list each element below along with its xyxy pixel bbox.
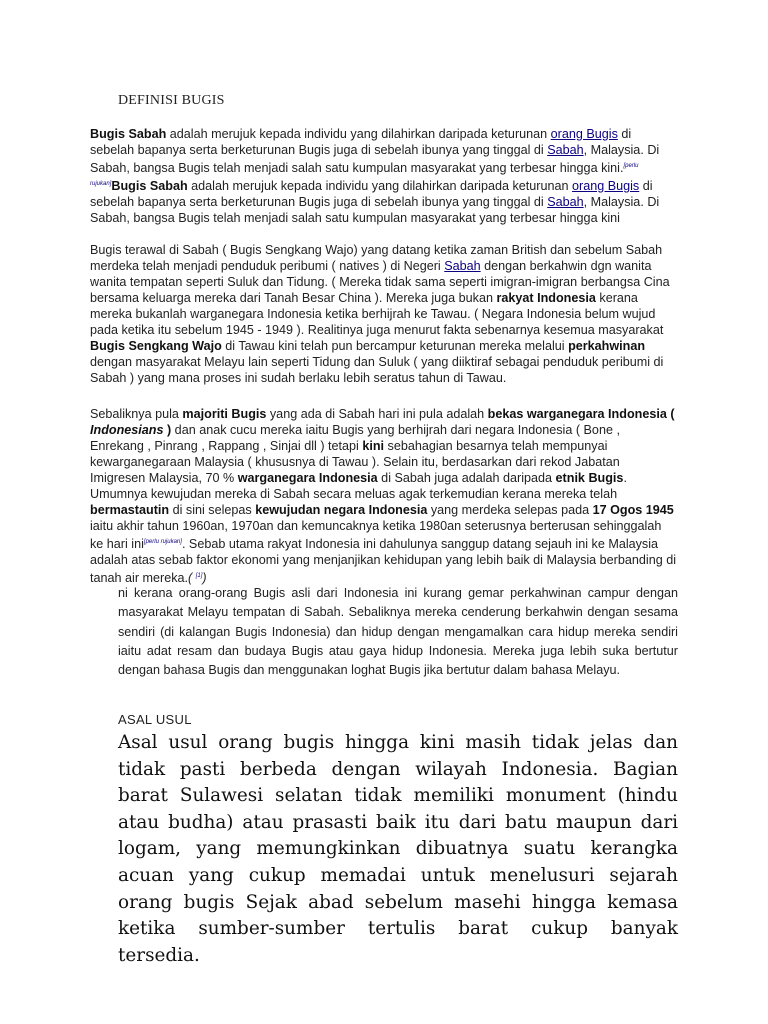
citation-needed-link[interactable]: [perlu rujukan] xyxy=(143,539,182,545)
bold-term: perkahwinan xyxy=(568,339,646,353)
text: di Tawau kini telah pun bercampur keturunan mereka melalui xyxy=(221,339,569,353)
paragraph-kahwin-sesama: ni kerana orang-orang Bugis asli dari Indonesia ini kurang gemar perkahwinan campur dengan masyarakat Melayu tempatan di Sabah. Sebaliknya mereka cenderung berkahwin dengan sesama sendiri (di kalangan Bugis Indonesia) dan hidup dengan mengamalkan cara hidup mereka sendiri iaitu adat resam dan budaya Bugis atau gaya hidup Indonesia. Mereka juga lebih suka bertutur dengan bahasa Bugis dan menggunakan loghat Bugis jika bertutur dalam bahasa Melayu. xyxy=(118,586,678,678)
text: kerana mereka bukanlah warganegara Indonesia ketika berhijrah ke Tawau. ( Negara Indonesia belum wujud pada ketika itu sebelum 1945 - 1949 ). Realitinya juga menurut fakta sebenarnya kesemua masyarakat xyxy=(90,291,664,337)
bold-term: 17 Ogos 1945 xyxy=(592,503,674,517)
text: , Malaysia. Di Sabah, bangsa Bugis telah menjadi salah satu kumpulan masyarakat yang terbesar hingga kini. xyxy=(90,143,660,175)
text: dengan berkahwin dgn wanita wanita tempatan seperti Suluk dan Tidung. ( Mereka tidak sama seperti imigran-imigran berbangsa Cina bersama keluarga mereka dari Tanah Besar China ). Mereka juga bukan xyxy=(90,259,670,305)
bold-term: Bugis Sabah xyxy=(90,127,167,141)
bold-term: warganegara Indonesia xyxy=(237,471,378,485)
citation-open: ( xyxy=(188,571,196,585)
citation-close: ) xyxy=(202,571,207,585)
text: Sebaliknya pula xyxy=(90,407,183,421)
document-title: DEFINISI BUGIS xyxy=(118,93,225,108)
bold-term: bekas warganegara Indonesia ( xyxy=(487,407,675,421)
text: yang ada di Sabah hari ini pula adalah xyxy=(266,407,488,421)
link-orang-bugis[interactable]: orang Bugis xyxy=(572,179,640,193)
text: . Umumnya kewujudan mereka di Sabah secara meluas agak terkemudian kerana mereka telah xyxy=(90,471,627,501)
bold-term: ) xyxy=(163,423,172,437)
link-sabah[interactable]: Sabah xyxy=(547,195,584,209)
text: di Sabah juga adalah daripada xyxy=(377,471,556,485)
link-sabah[interactable]: Sabah xyxy=(444,259,481,273)
text: di sebelah bapanya serta berketurunan Bugis juga di sebelah ibunya yang tinggal di xyxy=(90,127,632,157)
text: di sini selepas xyxy=(169,503,256,517)
section-heading-asal-usul: ASAL USUL xyxy=(118,712,192,727)
text: adalah merujuk kepada individu yang dilahirkan daripada keturunan xyxy=(187,179,573,193)
text: dan anak cucu mereka iaitu Bugis yang berhijrah dari negara Indonesia ( Bone , Enrekang , Pinrang , Rappang , Sinjai dll ) tetapi xyxy=(90,423,620,453)
bold-italic-term: Indonesians xyxy=(90,423,164,437)
paragraph-asal-usul: Asal usul orang bugis hingga kini masih tidak jelas dan tidak pasti berbeda dengan wilayah Indonesia. Bagian barat Sulawesi selatan tidak memiliki monument (hindu atau budha) atau prasasti baik itu dari batu maupun dari logam, yang memungkinkan dibuatnya suatu kerangka acuan yang cukup memadai untuk menelusuri sejarah orang bugis Sejak abad sebelum masehi hingga kemasa ketika sumber-sumber tertulis barat cukup banyak tersedia. xyxy=(118,732,678,966)
paragraph-bugis-terawal xyxy=(90,242,676,386)
text: yang merdeka selepas pada xyxy=(427,503,593,517)
paragraph-majoriti-bugis xyxy=(90,406,676,586)
bold-term: majoriti Bugis xyxy=(182,407,267,421)
bold-term: bermastautin xyxy=(90,503,170,517)
text: di sebelah bapanya serta berketurunan Bugis juga di sebelah ibunya yang tinggal di xyxy=(90,179,653,209)
text: iaitu akhir tahun 1960an, 1970an dan kemuncaknya ketika 1980an seterusnya berterusan sehinggalah ke hari ini xyxy=(90,519,662,551)
bold-term: Bugis Sengkang Wajo xyxy=(90,339,222,353)
text: adalah merujuk kepada individu yang dilahirkan daripada keturunan xyxy=(166,127,551,141)
link-orang-bugis[interactable]: orang Bugis xyxy=(550,127,618,141)
text: Bugis terawal di Sabah ( Bugis Sengkang Wajo) yang datang ketika zaman British dan sebelum Sabah merdeka telah menjadi penduduk peribumi ( natives ) di Negeri xyxy=(90,243,663,273)
bold-term: etnik Bugis xyxy=(555,471,624,485)
footnote-link[interactable]: [1] xyxy=(195,573,203,579)
bold-term: rakyat Indonesia xyxy=(496,291,596,305)
text: , Malaysia. Di Sabah, bangsa Bugis telah menjadi salah satu kumpulan masyarakat yang terbesar hingga kini xyxy=(90,195,660,225)
text: . Sebab utama rakyat Indonesia ini dahulunya sanggup datang sejauh ini ke Malaysia adalah atas sebab faktor ekonomi yang menjanjikan kehidupan yang lebih baik di Malaysia berbanding di tanah air mereka. xyxy=(90,537,676,585)
text: dengan masyarakat Melayu lain seperti Tidung dan Suluk ( yang diiktiraf sebagai penduduk peribumi di Sabah ) yang mana proses ini sudah berlaku lebih seratus tahun di Tawau. xyxy=(90,355,664,385)
paragraph-bugis-sabah xyxy=(90,126,676,226)
citation-needed-link[interactable]: [perlu rujukan] xyxy=(90,163,639,187)
link-sabah[interactable]: Sabah xyxy=(547,143,584,157)
bold-term: kewujudan negara Indonesia xyxy=(255,503,428,517)
bold-term: Bugis Sabah xyxy=(111,179,188,193)
bold-term: kini xyxy=(362,439,385,453)
text: sebahagian besarnya telah mempunyai kewarganegaraan Malaysia ( khususnya di Tawau ). Selain itu, berdasarkan dari rekod Jabatan Imigresen Malaysia, 70 % xyxy=(90,439,620,485)
